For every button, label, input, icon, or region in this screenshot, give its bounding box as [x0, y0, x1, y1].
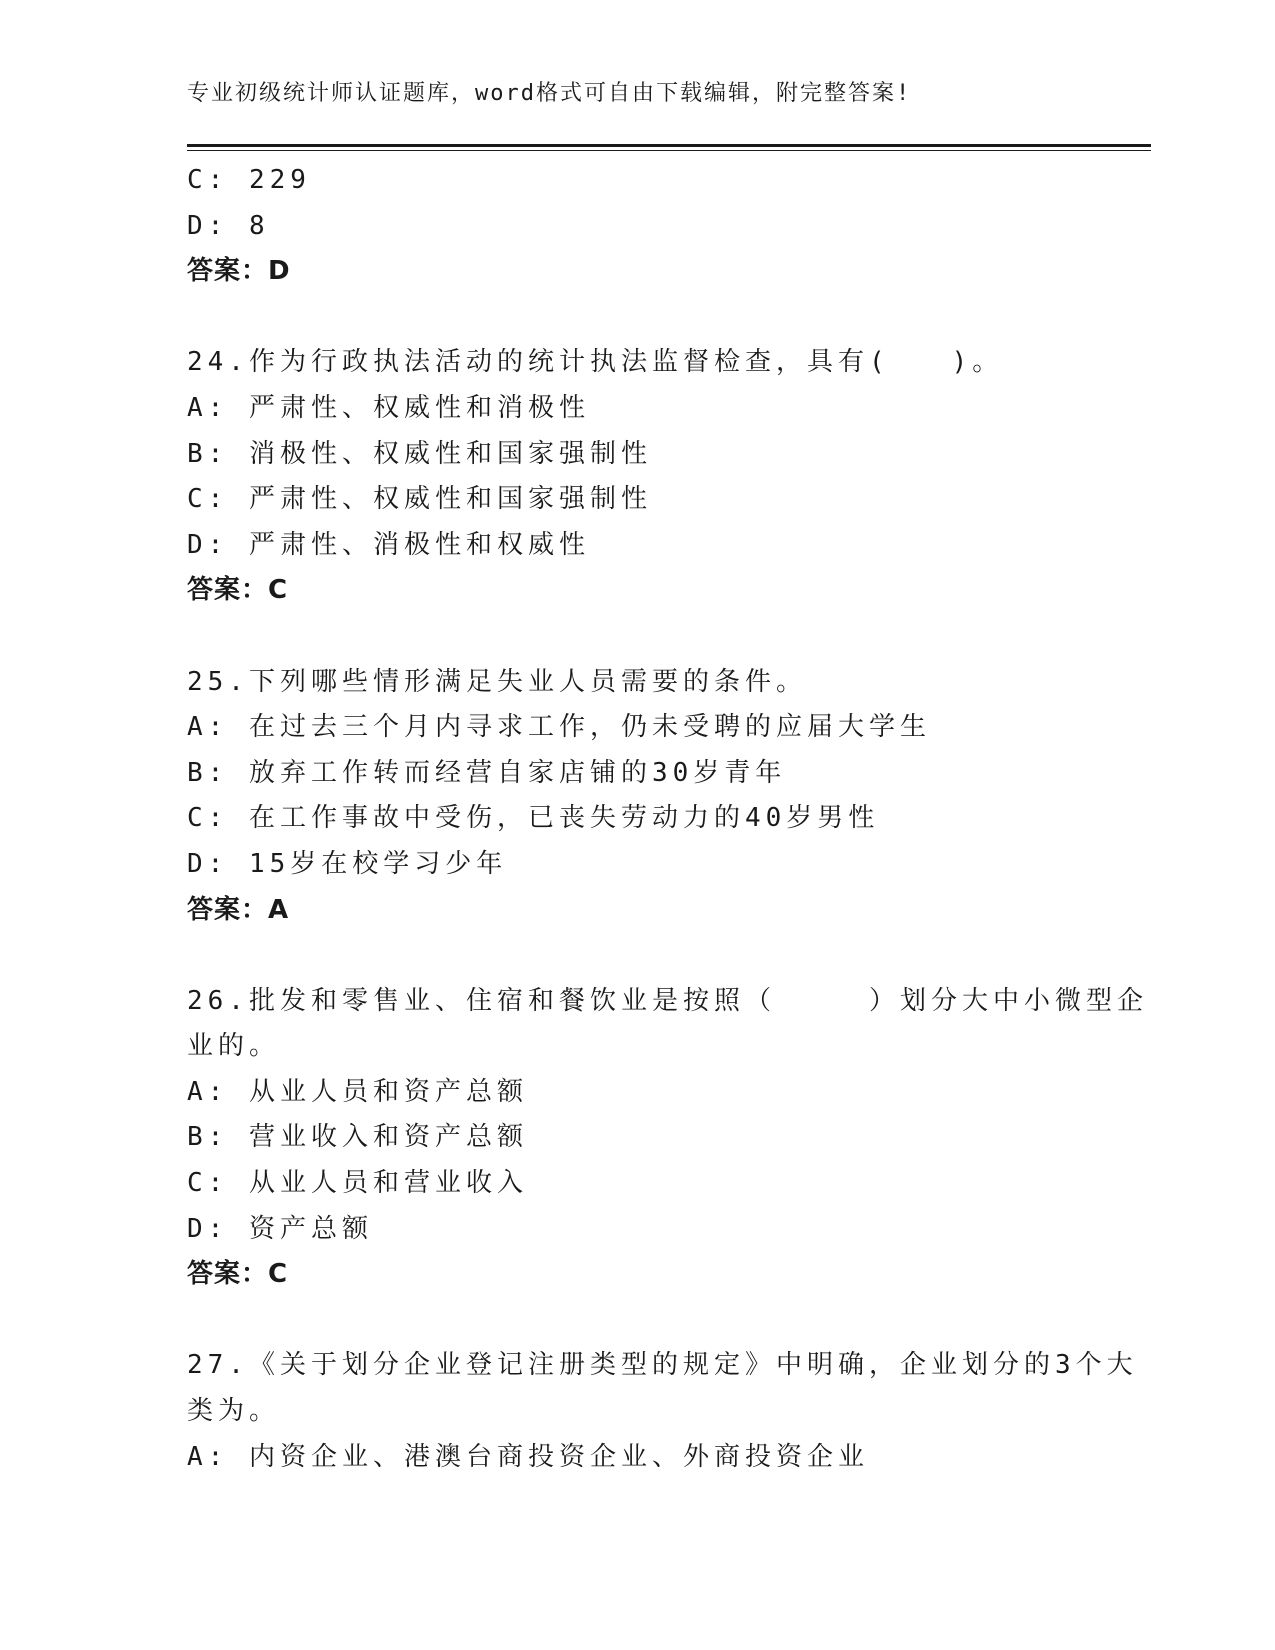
option-line [187, 1435, 1087, 1481]
option-letter: D: [187, 210, 229, 241]
option-line [187, 1207, 1087, 1253]
option-text: 8 [248, 210, 270, 241]
option-letter: D: [187, 529, 229, 560]
option-letter: A: [187, 1441, 229, 1472]
answer-line [187, 888, 1087, 934]
answer-value: C [268, 575, 289, 606]
option-text: 229 [248, 165, 311, 195]
question-stem: 25.下列哪些情形满足失业人员需要的条件。 [187, 666, 807, 697]
header-rule-thick [187, 144, 1151, 147]
option-text: 在过去三个月内寻求工作，仍未受聘的应届大学生 [248, 712, 931, 743]
option-line [187, 796, 1087, 842]
option-text: 消极性、权威性和国家强制性 [248, 438, 652, 469]
header-rule-thin [187, 150, 1151, 151]
spacer [187, 933, 1087, 979]
option-letter: C: [187, 1168, 229, 1199]
question-stem-continued: 类为。 [187, 1396, 281, 1427]
option-text: 从业人员和营业收入 [248, 1168, 528, 1199]
answer-label: 答案： [187, 256, 269, 287]
option-line [187, 432, 1087, 478]
option-letter: A: [187, 712, 229, 743]
option-line [187, 705, 1087, 751]
option-text: 营业收入和资产总额 [248, 1122, 528, 1153]
option-line [187, 1161, 1087, 1207]
option-letter: B: [187, 1122, 229, 1153]
option-line [187, 477, 1087, 523]
question-list [187, 158, 1148, 1480]
option-line [187, 204, 1087, 250]
option-line [187, 386, 1087, 432]
option-text: 严肃性、权威性和国家强制性 [248, 484, 652, 515]
option-text: 内资企业、港澳台商投资企业、外商投资企业 [248, 1441, 869, 1472]
option-text: 严肃性、消极性和权威性 [248, 529, 590, 560]
option-letter: C: [187, 484, 229, 515]
page-header: 专业初级统计师认证题库，word格式可自由下载编辑，附完整答案! [187, 81, 912, 106]
option-line [187, 158, 1087, 204]
option-letter: A: [187, 392, 229, 423]
option-text: 放弃工作转而经营自家店铺的30岁青年 [248, 757, 787, 788]
answer-line [187, 1252, 1087, 1298]
option-letter: A: [187, 1076, 229, 1107]
option-line [187, 523, 1087, 569]
spacer [187, 1298, 1087, 1344]
question-stem: 27.《关于划分企业登记注册类型的规定》中明确，企业划分的3个大 [187, 1350, 1138, 1381]
option-text: 资产总额 [248, 1213, 373, 1244]
answer-value: C [268, 1259, 289, 1290]
answer-label: 答案： [187, 894, 269, 925]
spacer [187, 614, 1087, 660]
option-line [187, 751, 1087, 797]
question-stem-continued: 业的。 [187, 1031, 281, 1062]
answer-value: A [268, 894, 290, 925]
answer-value: D [268, 256, 291, 287]
option-letter: D: [187, 848, 229, 879]
option-line [187, 842, 1087, 888]
answer-label: 答案： [187, 575, 269, 606]
question-stem: 24.作为行政执法活动的统计执法监督检查，具有( )。 [187, 347, 1004, 378]
option-line [187, 1070, 1087, 1116]
question-stem: 26.批发和零售业、住宿和餐饮业是按照（ ）划分大中小微型企 [187, 985, 1148, 1016]
spacer [187, 295, 1087, 341]
option-line [187, 1115, 1087, 1161]
option-text: 从业人员和资产总额 [248, 1076, 528, 1107]
option-letter: C: [187, 165, 229, 195]
answer-line [187, 249, 1087, 295]
option-text: 15岁在校学习少年 [248, 848, 508, 879]
option-letter: C: [187, 803, 229, 834]
option-letter: B: [187, 757, 229, 788]
option-letter: D: [187, 1213, 229, 1244]
option-text: 在工作事故中受伤，已丧失劳动力的40岁男性 [248, 803, 880, 834]
answer-line [187, 568, 1087, 614]
option-letter: B: [187, 438, 229, 469]
option-text: 严肃性、权威性和消极性 [248, 392, 590, 423]
answer-label: 答案： [187, 1259, 269, 1290]
